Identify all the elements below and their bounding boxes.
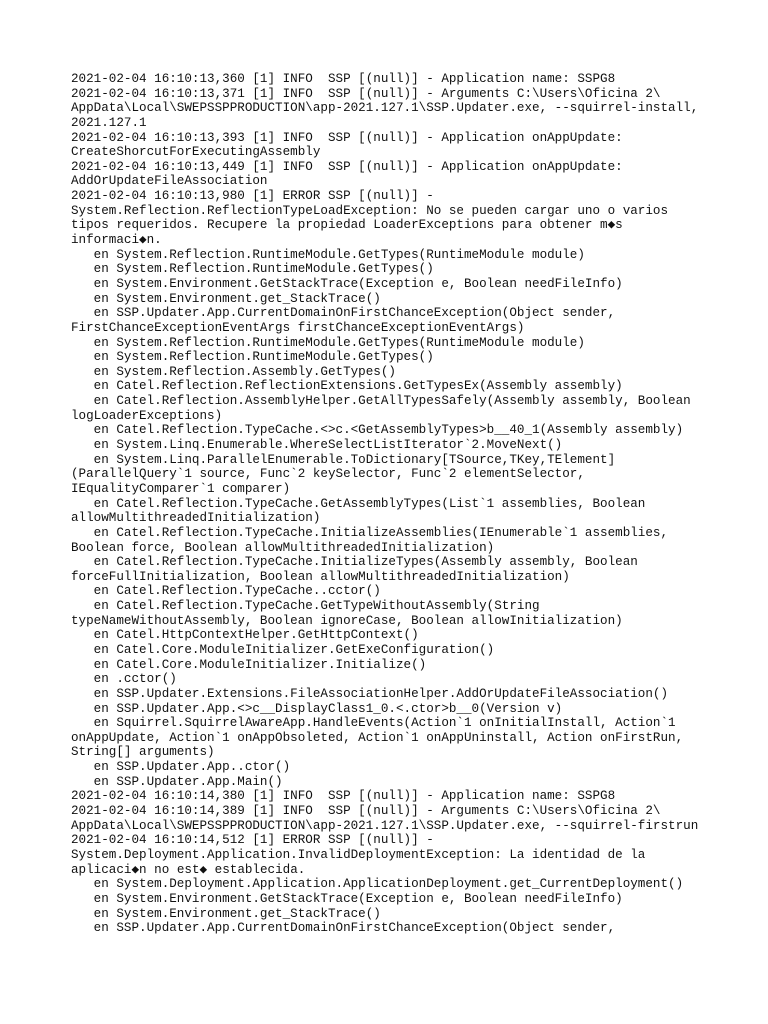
log-line: forceFullInitialization, Boolean allowMultithreadedInitialization) [71,569,570,584]
log-line: en System.Reflection.Assembly.GetTypes() [71,364,396,379]
log-line: en SSP.Updater.App.Main() [71,774,283,789]
log-line: en Catel.Reflection.TypeCache.GetAssemblyTypes(List`1 assemblies, Boolean [71,496,646,511]
log-line: en System.Reflection.RuntimeModule.GetTypes(RuntimeModule module) [71,247,585,262]
log-line: 2021-02-04 16:10:13,449 [1] INFO SSP [(null)] - Application onAppUpdate: [71,159,623,174]
log-line: 2021-02-04 16:10:13,393 [1] INFO SSP [(null)] - Application onAppUpdate: [71,130,623,145]
log-line: en Catel.Core.ModuleInitializer.Initialize() [71,657,427,672]
log-line: informaci◆n. [71,233,162,248]
log-line: en Catel.Reflection.TypeCache.InitializeAssemblies(IEnumerable`1 assemblies, [71,525,669,540]
log-line: AddOrUpdateFileAssociation [71,174,268,189]
log-line: System.Deployment.Application.InvalidDeploymentException: La identidad de la [71,847,646,862]
log-line: Boolean force, Boolean allowMultithreadedInitialization) [71,540,495,555]
log-line: typeNameWithoutAssembly, Boolean ignoreCase, Boolean allowInitialization) [71,613,623,628]
log-line: tipos requeridos. Recupere la propiedad LoaderExceptions para obtener m◆s [71,218,623,233]
log-line: en System.Reflection.RuntimeModule.GetTypes(RuntimeModule module) [71,335,585,350]
log-line: en Catel.Reflection.AssemblyHelper.GetAllTypesSafely(Assembly assembly, Boolean [71,394,691,409]
log-line: 2021-02-04 16:10:13,360 [1] INFO SSP [(null)] - Application name: SSPG8 [71,72,616,86]
log-line: en System.Environment.GetStackTrace(Exception e, Boolean needFileInfo) [71,276,623,291]
log-line: en System.Linq.ParallelEnumerable.ToDictionary[TSource,TKey,TElement] [71,452,616,467]
log-line: (ParallelQuery`1 source, Func`2 keySelector, Func`2 elementSelector, [71,467,585,482]
log-line: en SSP.Updater.App.CurrentDomainOnFirstChanceException(Object sender, [71,921,616,936]
log-line: en Squirrel.SquirrelAwareApp.HandleEvents(Action`1 onInitialInstall, Action`1 [71,716,676,731]
log-line: en Catel.Reflection.TypeCache..cctor() [71,584,381,599]
log-line: allowMultithreadedInitialization) [71,511,321,526]
log-line: CreateShorcutForExecutingAssembly [71,145,321,160]
log-document [71,72,731,936]
log-line: 2021-02-04 16:10:14,380 [1] INFO SSP [(null)] - Application name: SSPG8 [71,789,616,804]
log-line: FirstChanceExceptionEventArgs firstChanceExceptionEventArgs) [71,320,525,335]
log-line: System.Reflection.ReflectionTypeLoadException: No se pueden cargar uno o varios [71,203,669,218]
log-line: String[] arguments) [71,745,215,760]
log-line: en System.Environment.GetStackTrace(Exception e, Boolean needFileInfo) [71,891,623,906]
log-line: en Catel.Reflection.TypeCache.InitializeTypes(Assembly assembly, Boolean [71,555,638,570]
log-line: en SSP.Updater.App.<>c__DisplayClass1_0.<.ctor>b__0(Version v) [71,701,563,716]
log-line: logLoaderExceptions) [71,408,223,423]
log-line: en Catel.HttpContextHelper.GetHttpContext() [71,628,419,643]
log-line: en System.Deployment.Application.ApplicationDeployment.get_CurrentDeployment() [71,877,684,892]
log-line: en System.Environment.get_StackTrace() [71,291,381,306]
log-line: IEqualityComparer`1 comparer) [71,481,291,496]
log-line: en System.Reflection.RuntimeModule.GetTypes() [71,262,434,277]
log-line: en Catel.Core.ModuleInitializer.GetExeConfiguration() [71,642,495,657]
log-line: en SSP.Updater.App..ctor() [71,760,291,775]
log-line: en Catel.Reflection.TypeCache.GetTypeWithoutAssembly(String [71,599,540,614]
log-line: 2021-02-04 16:10:14,512 [1] ERROR SSP [(null)] - [71,833,434,848]
log-line: en Catel.Reflection.TypeCache.<>c.<GetAssemblyTypes>b__40_1(Assembly assembly) [71,423,684,438]
log-line: 2021.127.1 [71,115,147,130]
log-line: onAppUpdate, Action`1 onAppObsoleted, Action`1 onAppUninstall, Action onFirstRun, [71,730,684,745]
log-line: aplicaci◆n no est◆ establecida. [71,862,306,877]
log-line: en SSP.Updater.Extensions.FileAssociationHelper.AddOrUpdateFileAssociation() [71,686,669,701]
log-line: 2021-02-04 16:10:13,980 [1] ERROR SSP [(null)] - [71,189,434,204]
log-line: en System.Reflection.RuntimeModule.GetTypes() [71,350,434,365]
log-line: en SSP.Updater.App.CurrentDomainOnFirstChanceException(Object sender, [71,306,616,321]
log-line: en Catel.Reflection.ReflectionExtensions.GetTypesEx(Assembly assembly) [71,379,623,394]
log-line: AppData\Local\SWEPSSPPRODUCTION\app-2021.127.1\SSP.Updater.exe, --squirrel-install, [71,101,699,116]
log-line: AppData\Local\SWEPSSPPRODUCTION\app-2021.127.1\SSP.Updater.exe, --squirrel-firstrun [71,818,699,833]
log-line: 2021-02-04 16:10:13,371 [1] INFO SSP [(null)] - Arguments C:\Users\Oficina 2\ [71,86,661,101]
log-line: en System.Environment.get_StackTrace() [71,906,381,921]
log-line: en System.Linq.Enumerable.WhereSelectListIterator`2.MoveNext() [71,438,563,453]
log-line: 2021-02-04 16:10:14,389 [1] INFO SSP [(null)] - Arguments C:\Users\Oficina 2\ [71,804,661,819]
log-line: en .cctor() [71,672,177,687]
